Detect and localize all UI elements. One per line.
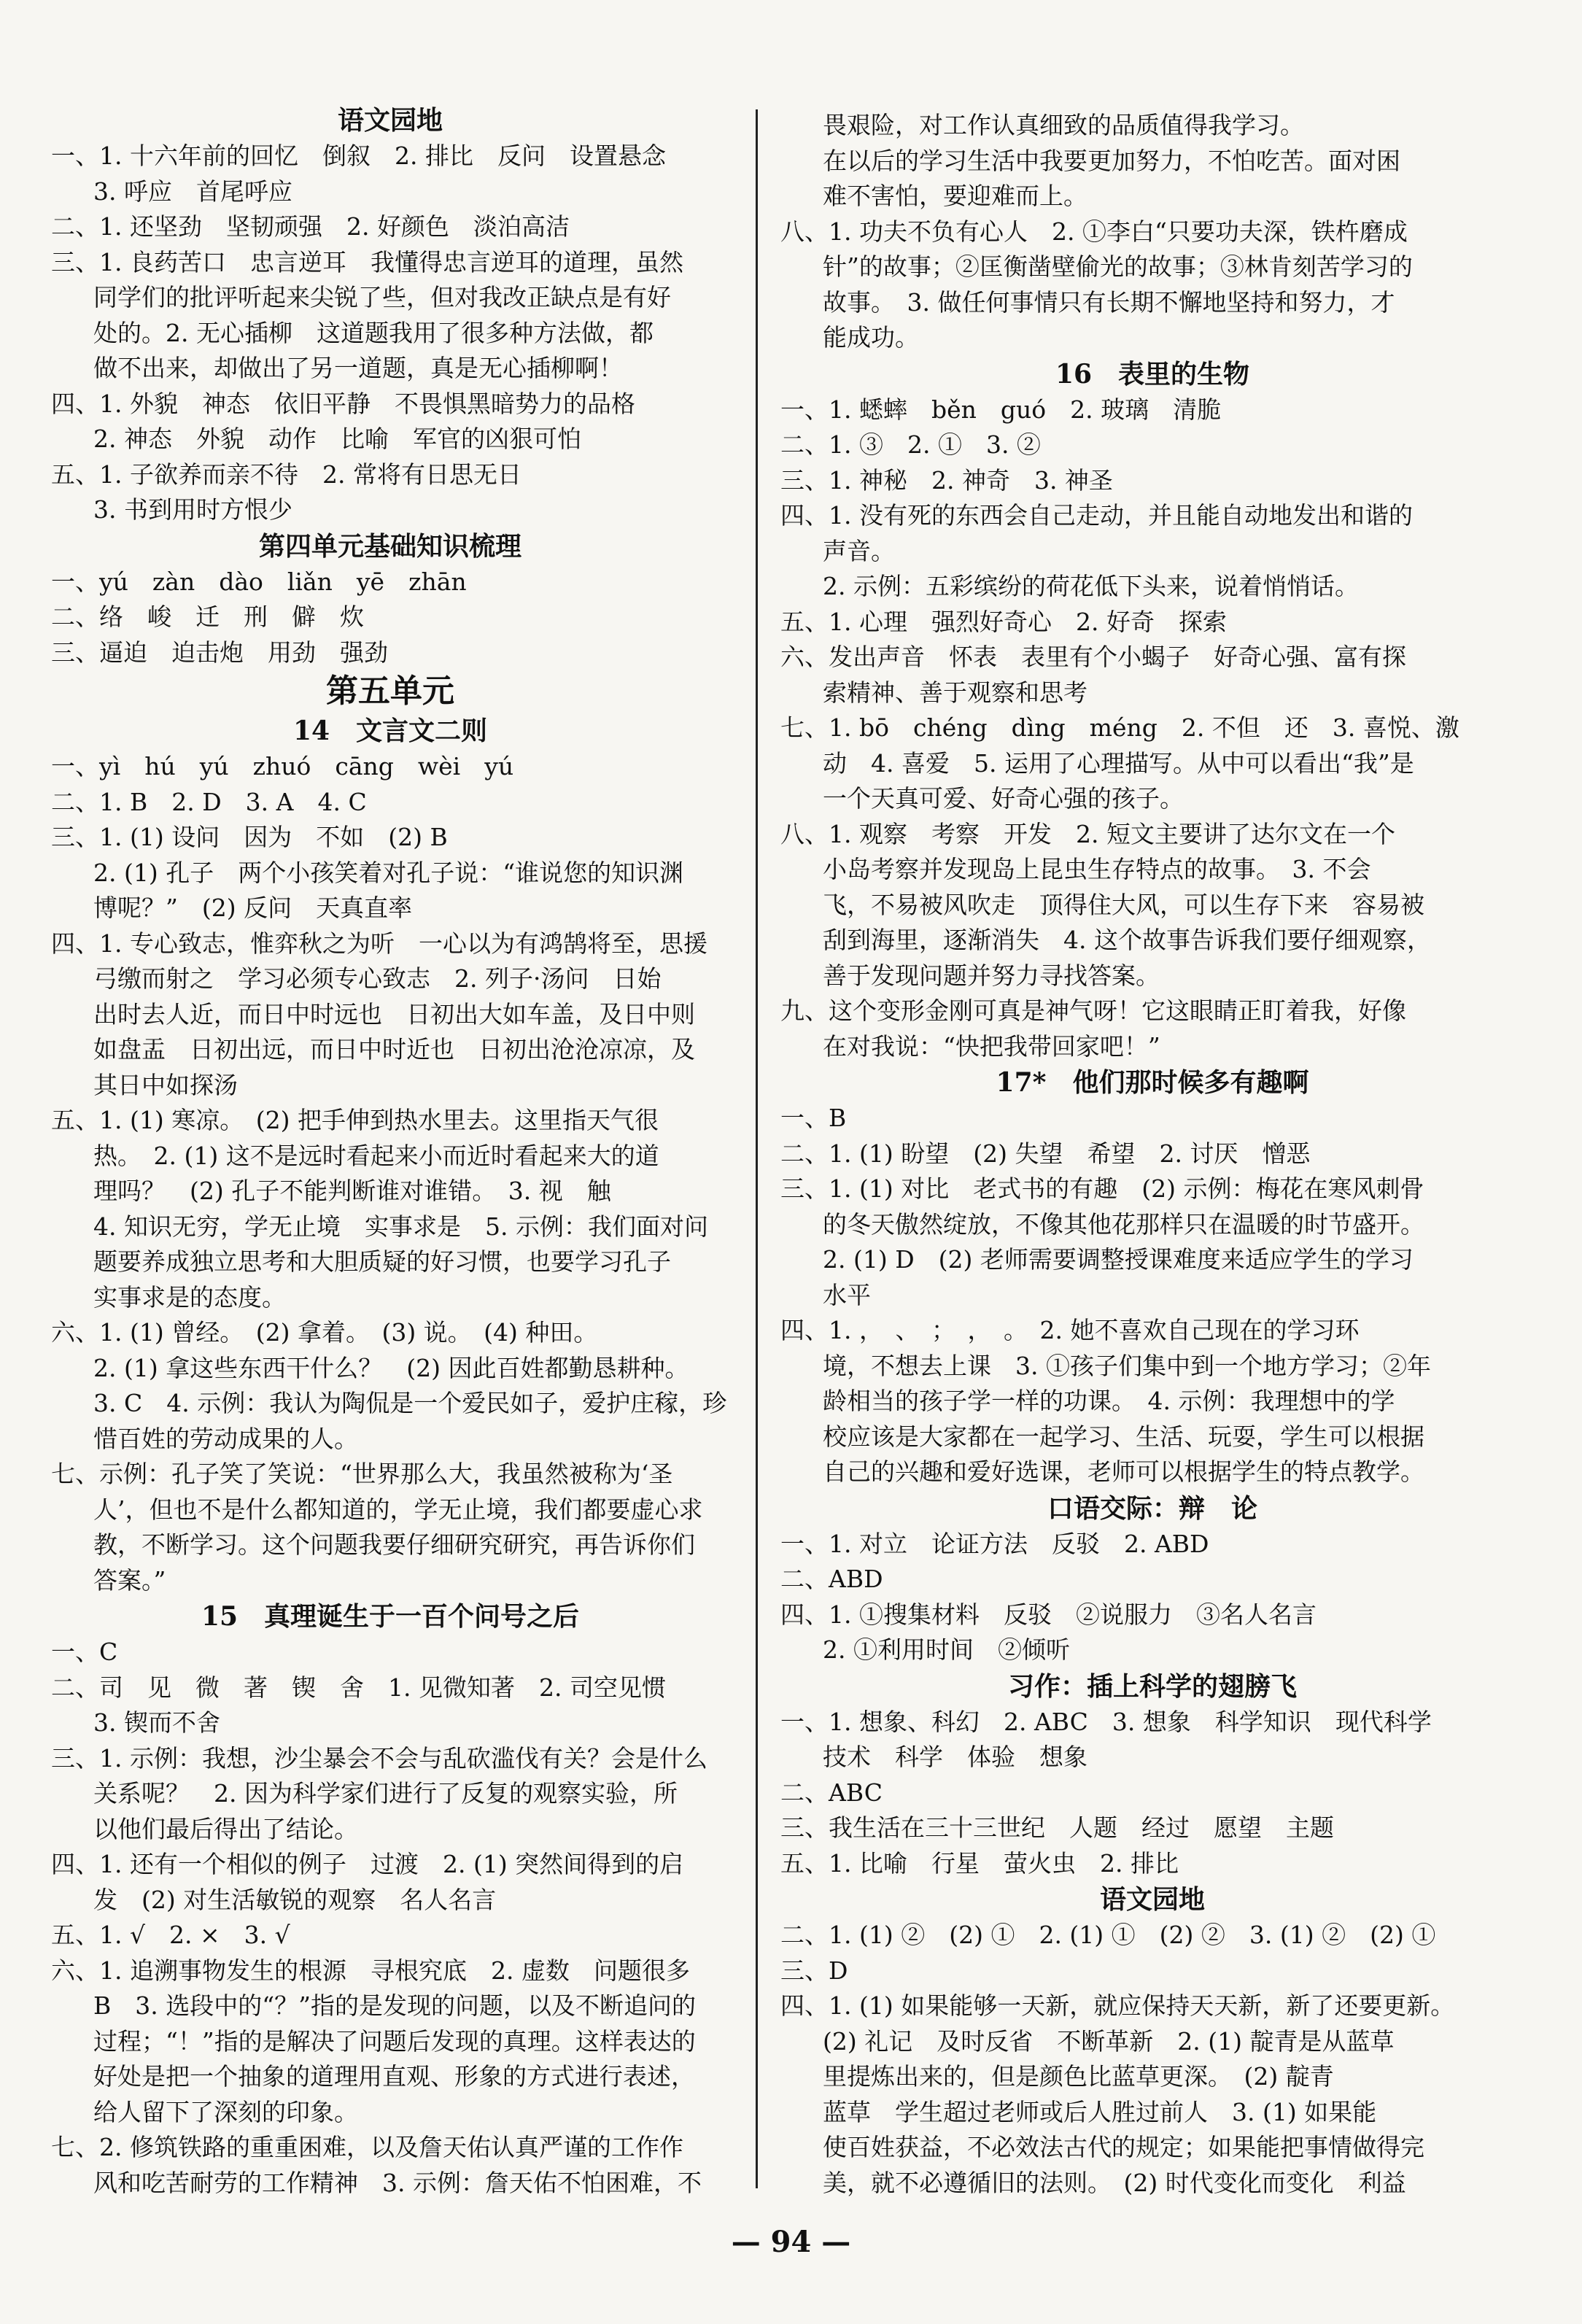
answer-line: 六、1. (1) 曾经。 (2) 拿着。 (3) 说。 (4) 种田。 [51, 1318, 598, 1347]
answer-line: 三、逼迫 迫击炮 用劲 强劲 [51, 638, 388, 667]
answer-line: 的冬天傲然绽放，不像其他花那样只在温暖的时节盛开。 [823, 1209, 1424, 1239]
answer-line: 龄相当的孩子学一样的功课。 4. 示例：我理想中的学 [823, 1387, 1395, 1415]
answer-line: 2. 神态 外貌 动作 比喻 军官的凶狠可怕 [93, 425, 581, 453]
answer-line: 四、1. 没有死的东西会自己走动，并且能自动地发出和谐的 [780, 501, 1413, 530]
answer-line: (2) 礼记 及时反省 不断革新 2. (1) 靛青是从蓝草 [823, 2026, 1395, 2056]
column-divider [756, 109, 758, 2188]
answer-line: 声音。 [823, 536, 895, 565]
page-number: — 94 — [731, 2225, 851, 2259]
answer-line: 六、1. 追溯事物发生的根源 寻根究底 2. 虚数 问题很多 [51, 1956, 690, 1985]
answer-line: 刮到海里，逐渐消失 4. 这个故事告诉我们要仔细观察， [823, 926, 1431, 954]
answer-line: 2. (1) 孔子 两个小孩笑着对孔子说：“谁说您的知识渊 [93, 858, 684, 887]
answer-line: 教，不断学习。这个问题我要仔细研究研究，再告诉你们 [93, 1530, 695, 1559]
answer-line: 境，不想去上课 3. ①孩子们集中到一个地方学习；②年 [823, 1351, 1431, 1380]
answer-line: 出时去人近，而日中时远也 日初出大如车盖，及日中则 [93, 999, 695, 1029]
answer-line: 在以后的学习生活中我要更加努力，不怕吃苦。面对困 [823, 146, 1400, 175]
answer-line: 三、1. 示例：我想，沙尘暴会不会与乱砍滥伐有关？会是什么 [51, 1743, 707, 1773]
answer-line: 4. 知识无穷，学无止境 实事求是 5. 示例：我们面对问 [93, 1212, 708, 1241]
answer-line: 水平 [823, 1280, 871, 1309]
answer-line: 三、1. 神秘 2. 神奇 3. 神圣 [780, 465, 1113, 495]
answer-line: 博呢？” (2) 反问 天真直率 [93, 894, 413, 922]
answer-line: 五、1. (1) 寒凉。 (2) 把手伸到热水里去。这里指天气很 [51, 1106, 659, 1134]
answer-line: 二、1. (1) ② (2) ① 2. (1) ① (2) ② 3. (1) ② (2) ① [780, 1921, 1436, 1949]
section-heading: 第五单元 [326, 673, 454, 710]
answer-line: 四、1. (1) 如果能够一天新，就应保持天天新，新了还要更新。 [780, 1991, 1455, 2020]
answer-line: 二、1. B 2. D 3. A 4. C [51, 787, 367, 816]
answer-line: 五、1. 比喻 行星 萤火虫 2. 排比 [780, 1848, 1179, 1878]
answer-line: 能成功。 [823, 323, 919, 352]
answer-line: 一、yú zàn dào liǎn yē zhān [51, 567, 467, 596]
answer-line: 3. C 4. 示例：我认为陶侃是一个爱民如子，爱护庄稼，珍 [93, 1389, 727, 1417]
answer-line: 2. (1) 拿这些东西干什么？ (2) 因此百姓都勤恳耕种。 [93, 1353, 689, 1382]
answer-line: 同学们的批评听起来尖锐了些，但对我改正缺点是有好 [93, 283, 671, 311]
answer-line: 发 (2) 对生活敏锐的观察 名人名言 [93, 1885, 497, 1914]
answer-line: 七、1. bō chéng dìng méng 2. 不但 还 3. 喜悦、激 [780, 713, 1459, 742]
answer-line: 二、1. ③ 2. ① 3. ② [780, 430, 1041, 459]
answer-line: 给人留下了深刻的印象。 [93, 2097, 358, 2126]
answer-line: 八、1. 功夫不负有心人 2. ①李白“只要功夫深，铁杵磨成 [780, 217, 1408, 246]
answer-line: 如盘盂 日初出远，而日中时近也 日初出沧沧凉凉，及 [93, 1035, 695, 1064]
answer-line: 弓缴而射之 学习必须专心致志 2. 列子·汤问 日始 [93, 964, 662, 993]
answer-line: 在对我说：“快把我带回家吧！” [823, 1031, 1160, 1061]
answer-line: 处的。2. 无心插柳 这道题我用了很多种方法做，都 [93, 318, 654, 347]
answer-line: 飞，不易被风吹走 顶得住大风，可以生存下来 容易被 [823, 890, 1424, 919]
answer-line: 四、1. ①搜集材料 反驳 ②说服力 ③名人名言 [780, 1600, 1317, 1629]
answer-line: 惜百姓的劳动成果的人。 [93, 1424, 358, 1453]
answer-line: 三、我生活在三十三世纪 人题 经过 愿望 主题 [780, 1813, 1334, 1842]
section-heading: 口语交际：辩 论 [1047, 1492, 1257, 1524]
answer-line: 五、1. 心理 强烈好奇心 2. 好奇 探索 [780, 607, 1227, 636]
answer-line: 四、1. 外貌 神态 依旧平静 不畏惧黑暗势力的品格 [51, 389, 635, 418]
answer-line: 三、D [780, 1956, 848, 1985]
answer-line: 二、ABD [780, 1565, 883, 1593]
answer-line: 二、司 见 微 著 锲 舍 1. 见微知著 2. 司空见惯 [51, 1673, 666, 1702]
section-heading: 17* 他们那时候多有趣啊 [996, 1067, 1309, 1098]
answer-line: 七、2. 修筑铁路的重重困难，以及詹天佑认真严谨的工作作 [51, 2133, 683, 2161]
section-heading: 16 表里的生物 [1055, 358, 1250, 390]
answer-line: 小岛考察并发现岛上昆虫生存特点的故事。 3. 不会 [823, 855, 1371, 883]
answer-line: 索精神、善于观察和思考 [823, 678, 1087, 707]
answer-line: 一、1. 想象、科幻 2. ABC 3. 想象 科学知识 现代科学 [780, 1707, 1432, 1736]
answer-line: 一、1. 十六年前的回忆 倒叙 2. 排比 反问 设置悬念 [51, 142, 666, 170]
right-column [780, 108, 1524, 2201]
answer-line: 2. (1) D (2) 老师需要调整授课难度来适应学生的学习 [823, 1245, 1414, 1274]
answer-line: 热。 2. (1) 这不是远时看起来小而近时看起来大的道 [93, 1141, 659, 1170]
answer-line: 自己的兴趣和爱好选课，老师可以根据学生的特点教学。 [823, 1457, 1424, 1486]
section-heading: 15 真理诞生于一百个问号之后 [201, 1601, 580, 1632]
section-heading: 14 文言文二则 [292, 716, 488, 746]
answer-line: 四、1. 专心致志，惟弈秋之为听 一心以为有鸿鹄将至，思援 [51, 929, 707, 958]
answer-line: 八、1. 观察 考察 开发 2. 短文主要讲了达尔文在一个 [780, 819, 1395, 848]
answer-line: 二、络 峻 迁 刑 僻 炊 [51, 603, 364, 631]
section-heading: 第四单元基础知识梳理 [258, 530, 521, 562]
answer-line: 五、1. 子欲养而亲不待 2. 常将有日思无日 [51, 460, 521, 489]
answer-line: 里提炼出来的，但是颜色比蓝草更深。 (2) 靛青 [823, 2062, 1334, 2091]
answer-line: 三、1. (1) 设问 因为 不如 (2) B [51, 823, 448, 851]
answer-line: 善于发现问题并努力寻找答案。 [823, 961, 1160, 990]
section-heading: 语文园地 [337, 105, 443, 136]
answer-line: 二、1. 还坚劲 坚韧顽强 2. 好颜色 淡泊高洁 [51, 212, 570, 241]
answer-line: B 3. 选段中的“？”指的是发现的问题，以及不断追问的 [93, 1991, 696, 2020]
answer-line: 风和吃苦耐劳的工作精神 3. 示例：詹天佑不怕困难，不 [93, 2168, 702, 2197]
answer-line: 四、1. 还有一个相似的例子 过渡 2. (1) 突然间得到的启 [51, 1850, 684, 1878]
answer-line: 三、1. (1) 对比 老式书的有趣 (2) 示例：梅花在寒风刺骨 [780, 1174, 1424, 1203]
answer-line: 一个天真可爱、好奇心强的孩子。 [823, 784, 1184, 813]
answer-line: 二、1. (1) 盼望 (2) 失望 希望 2. 讨厌 憎恶 [780, 1139, 1311, 1168]
answer-line: 2. ①利用时间 ②倾听 [823, 1635, 1070, 1664]
answer-line: 九、这个变形金刚可真是神气呀！它这眼睛正盯着我，好像 [780, 996, 1406, 1025]
answer-line: 二、ABC [780, 1778, 883, 1807]
answer-line: 美，就不必遵循旧的法则。 (2) 时代变化而变化 利益 [823, 2168, 1406, 2197]
answer-line: 一、yì hú yú zhuó cāng wèi yú [51, 752, 514, 781]
answer-line: 实事求是的态度。 [93, 1282, 286, 1312]
answer-line: 一、B [780, 1104, 847, 1132]
answer-line: 五、1. √ 2. × 3. √ [51, 1921, 290, 1949]
answer-line: 3. 书到用时方恨少 [93, 495, 292, 524]
answer-line: 一、1. 对立 论证方法 反驳 2. ABD [780, 1529, 1209, 1558]
answer-line: 过程；“！”指的是解决了问题后发现的真理。这样表达的 [93, 2026, 696, 2056]
answer-line: 一、1. 蟋蟀 běn guó 2. 玻璃 清脆 [780, 395, 1222, 424]
answer-line: 故事。 3. 做任何事情只有长期不懈地坚持和努力，才 [823, 287, 1395, 317]
answer-line: 答案。” [93, 1565, 166, 1595]
answer-line: 关系呢？ 2. 因为科学家们进行了反复的观察实验，所 [93, 1779, 678, 1808]
answer-line: 针”的故事；②匡衡凿壁偷光的故事；③林肯刻苦学习的 [823, 252, 1413, 281]
answer-line: 七、示例：孔子笑了笑说：“世界那么大，我虽然被称为‘圣 [51, 1460, 673, 1488]
left-column [51, 102, 729, 2201]
answer-line: 使百姓获益，不必效法古代的规定；如果能把事情做得完 [823, 2133, 1424, 2161]
answer-line: 其日中如探汤 [93, 1070, 238, 1099]
answer-line: 三、1. 良药苦口 忠言逆耳 我懂得忠言逆耳的道理，虽然 [51, 247, 683, 276]
answer-line: 校应该是大家都在一起学习、生活、玩耍，学生可以根据 [823, 1422, 1424, 1451]
answer-line: 畏艰险，对工作认真细致的品质值得我学习。 [823, 111, 1304, 139]
answer-line: 人’，但也不是什么都知道的，学无止境，我们都要虚心求 [93, 1495, 703, 1524]
answer-line: 一、C [51, 1638, 118, 1666]
answer-line: 做不出来，却做出了另一道题，真是无心插柳啊！ [93, 354, 623, 382]
answer-line: 3. 锲而不舍 [93, 1708, 220, 1737]
answer-line: 3. 呼应 首尾呼应 [93, 177, 292, 206]
answer-line: 技术 科学 体验 想象 [823, 1743, 1087, 1771]
section-heading: 习作：插上科学的翅膀飞 [1007, 1670, 1297, 1702]
answer-line: 好处是把一个抽象的道理用直观、形象的方式进行表述， [93, 2062, 695, 2091]
answer-line: 以他们最后得出了结论。 [93, 1814, 358, 1843]
answer-line: 理吗？ (2) 孔子不能判断谁对谁错。 3. 视 触 [93, 1177, 611, 1205]
answer-line: 动 4. 喜爱 5. 运用了心理描写。从中可以看出“我”是 [823, 748, 1414, 778]
answer-line: 难不害怕，要迎难而上。 [823, 182, 1087, 210]
answer-line: 四、1. ， 、 ； ， 。 2. 她不喜欢自己现在的学习环 [780, 1316, 1360, 1344]
answer-line: 六、发出声音 怀表 表里有个小蝎子 好奇心强、富有探 [780, 643, 1406, 671]
answer-line: 蓝草 学生超过老师或后人胜过前人 3. (1) 如果能 [823, 2097, 1377, 2126]
answer-line: 2. 示例：五彩缤纷的荷花低下头来，说着悄悄话。 [823, 572, 1359, 600]
answer-line: 题要养成独立思考和大胆质疑的好习惯，也要学习孔子 [93, 1247, 671, 1276]
section-heading: 语文园地 [1099, 1884, 1205, 1915]
